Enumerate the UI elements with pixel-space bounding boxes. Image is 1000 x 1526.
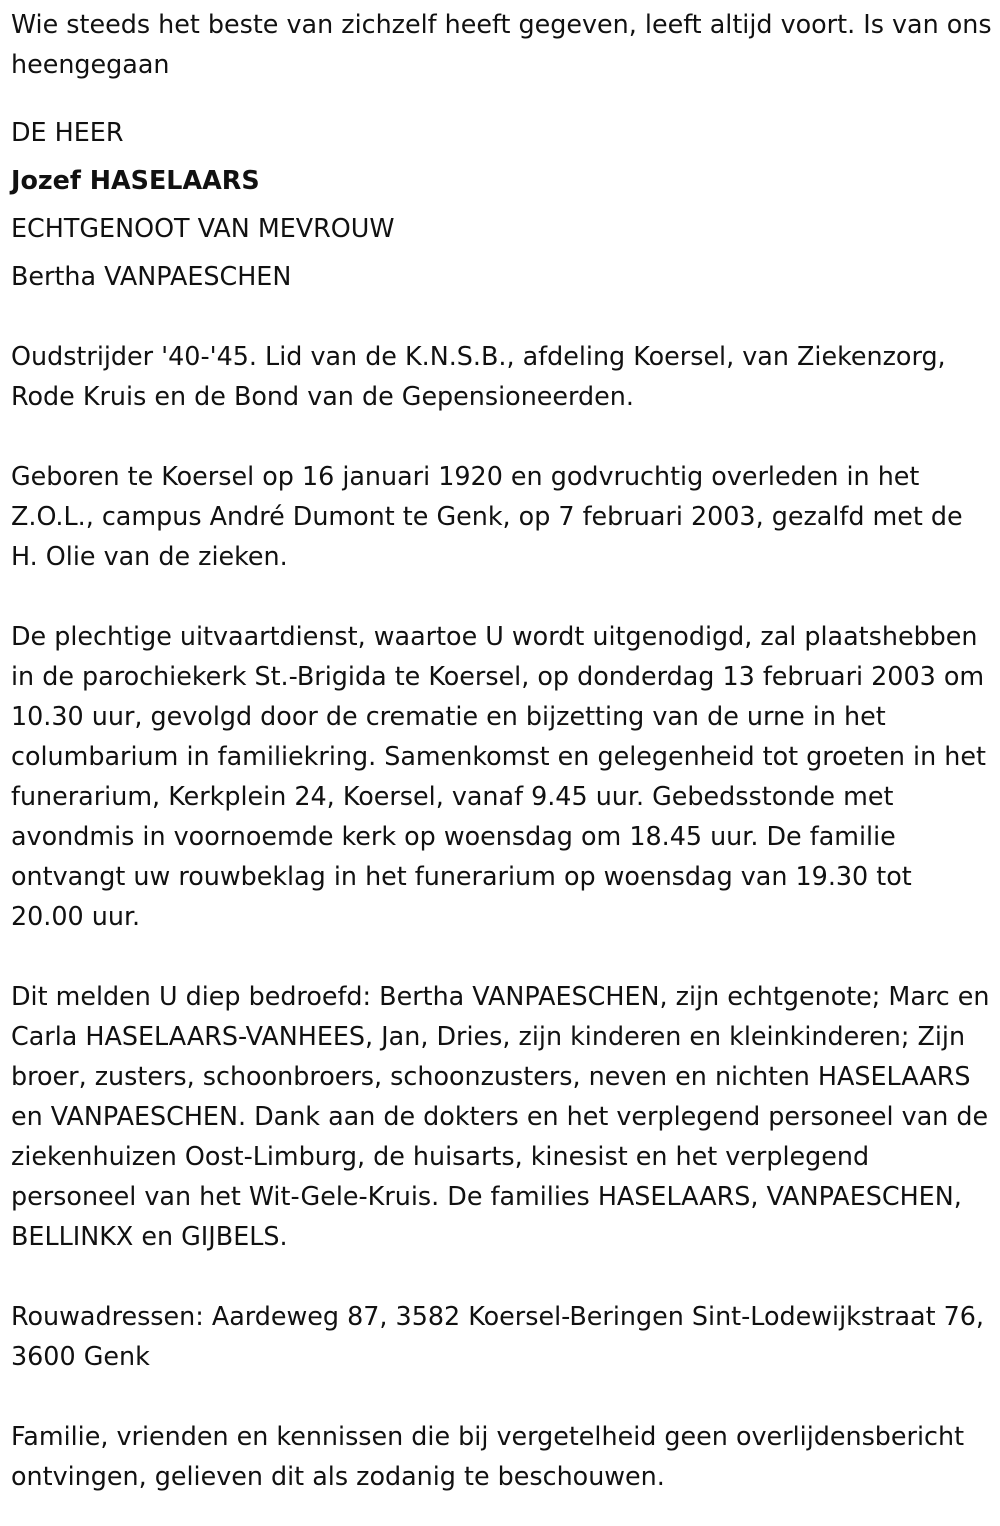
service-paragraph: De plechtige uitvaartdienst, waartoe U wordt uitgenodigd, zal plaatshebben in de parochiekerk St.-Brigida te Koersel, op donderdag 13 februari 2003 om 10.30 uur, gevolgd door de crematie en bijzetting van de urne in het columbarium in familiekring. Samenkomst en gelegenheid tot groeten in het funerarium, Kerkplein 24, Koersel, vanaf 9.45 uur. Gebedsstonde met avondmis in voornoemde kerk op woensdag om 18.45 uur. De familie ontvangt uw rouwbeklag in het funerarium op woensdag van 19.30 tot 20.00 uur. xyxy=(11,621,986,931)
spouse-line: ECHTGENOOT VAN MEVROUW xyxy=(11,213,395,243)
addresses-paragraph: Rouwadressen: Aardeweg 87, 3582 Koersel-Beringen Sint-Lodewijkstraat 76, 3600 Genk xyxy=(11,1301,984,1371)
intro-paragraph: Wie steeds het beste van zichzelf heeft gegeven, leeft altijd voort. Is van ons heengegaan xyxy=(11,9,992,79)
title-line: DE HEER xyxy=(11,117,124,147)
spouse-name: Bertha VANPAESCHEN xyxy=(11,261,292,291)
deceased-heading xyxy=(11,108,992,300)
family-paragraph: Dit melden U diep bedroefd: Bertha VANPAESCHEN, zijn echtgenote; Marc en Carla HASELAARS-VANHEES, Jan, Dries, zijn kinderen en kleinkinderen; Zijn broer, zusters, schoonbroers, schoonzusters, neven en nichten HASELAARS en VANPAESCHEN. Dank aan de dokters en het verplegend personeel van de ziekenhuizen Oost-Limburg, de huisarts, kinesist en het verplegend personeel van het Wit-Gele-Kruis. De families HASELAARS, VANPAESCHEN, BELLINKX en GIJBELS. xyxy=(11,981,990,1251)
deceased-name: Jozef HASELAARS xyxy=(11,165,260,195)
memberships-paragraph: Oudstrijder '40-'45. Lid van de K.N.S.B., afdeling Koersel, van Ziekenzorg, Rode Kruis en de Bond van de Gepensioneerden. xyxy=(11,341,946,411)
birth-death-paragraph: Geboren te Koersel op 16 januari 1920 en godvruchtig overleden in het Z.O.L., campus André Dumont te Genk, op 7 februari 2003, gezalfd met de H. Olie van de zieken. xyxy=(11,461,963,571)
closing-paragraph: Familie, vrienden en kennissen die bij vergetelheid geen overlijdensbericht ontvingen, gelieven dit als zodanig te beschouwen. xyxy=(11,1421,965,1491)
